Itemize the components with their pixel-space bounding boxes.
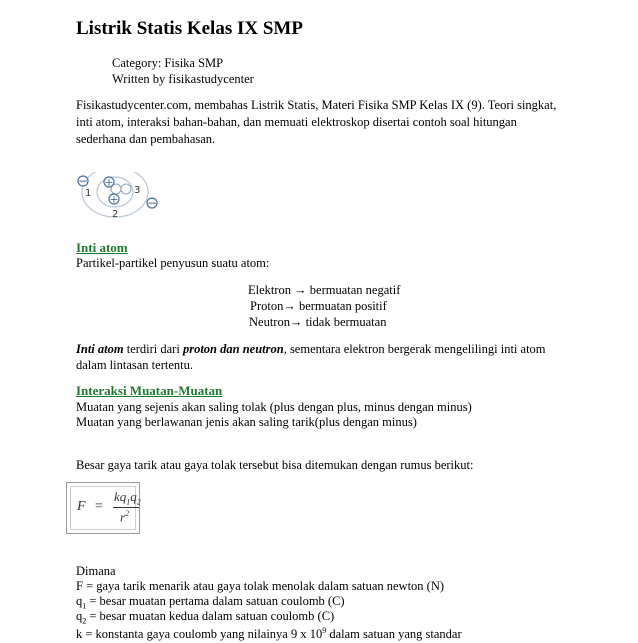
atom-diagram — [70, 172, 170, 222]
formula-equals: = — [95, 499, 103, 514]
interaksi-line-1: Muatan yang sejenis akan saling tolak (plus dengan plus, minus dengan minus) — [76, 400, 472, 414]
author-line: Written by fisikastudycenter — [112, 72, 254, 86]
formula-denominator: $r^2$ — [120, 509, 130, 525]
particles-intro: Partikel-partikel penyusun suatu atom: — [76, 256, 270, 270]
heading-inti-atom: Inti atom — [76, 240, 128, 255]
def-q2: $q_2$ = besar muatan kedua dalam satuan coulomb (C) — [76, 609, 335, 626]
electron-right-sign: − — [146, 196, 158, 210]
particle-electron: Elektron → bermuatan negatif — [248, 283, 401, 297]
formula-lhs: F — [77, 499, 86, 514]
def-f: F = gaya tarik menarik atau gaya tolak menolak dalam satuan newton (N) — [76, 579, 445, 593]
inti-atom-desc-line-1 — [76, 341, 546, 358]
heading-interaksi: Interaksi Muatan-Muatan — [76, 383, 223, 398]
label-1: 1 — [85, 188, 92, 199]
particle-neutron: Neutron→ tidak bermuatan — [249, 315, 387, 329]
def-q1: $q_1$ = besar muatan pertama dalam satuan coulomb (C) — [76, 594, 345, 611]
nucleus-particle-2 — [121, 184, 131, 194]
document-title: Listrik Statis Kelas IX SMP — [76, 18, 303, 39]
interaksi-line-2: Muatan yang berlawanan jenis akan saling tarik(plus dengan minus) — [76, 415, 417, 429]
inti-atom-term: Inti atom — [76, 342, 124, 356]
coulomb-formula — [66, 482, 140, 534]
formula-numerator: $kq_1q_2$ — [114, 489, 141, 507]
intro-line-3: sederhana dan pembahasan. — [76, 132, 216, 146]
category-line: Category: Fisika SMP — [112, 56, 224, 70]
desc-mid: terdiri dari — [123, 342, 183, 356]
label-3: 3 — [134, 185, 141, 196]
intro-line-1: Fisikastudycenter.com, membahas Listrik Statis, Materi Fisika SMP Kelas IX (9). Teori singkat, — [76, 98, 557, 112]
proton-top-sign: + — [104, 176, 114, 189]
proton-neutron-term: proton dan neutron — [182, 342, 284, 356]
inti-atom-desc-line-2: dalam lintasan tertentu. — [76, 358, 193, 372]
particle-proton: Proton→ bermuatan positif — [250, 299, 387, 313]
intro-line-2: inti atom, interaksi bahan-bahan, dan memuati elektroskop disertai contoh soal hitungan — [76, 115, 517, 129]
dimana-label: Dimana — [76, 564, 116, 578]
formula-intro: Besar gaya tarik atau gaya tolak tersebut bisa ditemukan dengan rumus berikut: — [76, 458, 474, 472]
fraction-bar — [113, 507, 139, 508]
label-2: 2 — [112, 209, 119, 220]
proton-bottom-sign: + — [109, 193, 119, 206]
def-k: k = konstanta gaya coulomb yang nilainya 9 x $10^9$ dalam satuan yang standar — [76, 626, 462, 642]
electron-left-sign: − — [77, 174, 89, 188]
desc-rest: , sementara elektron bergerak mengelilingi inti atom — [283, 342, 546, 356]
